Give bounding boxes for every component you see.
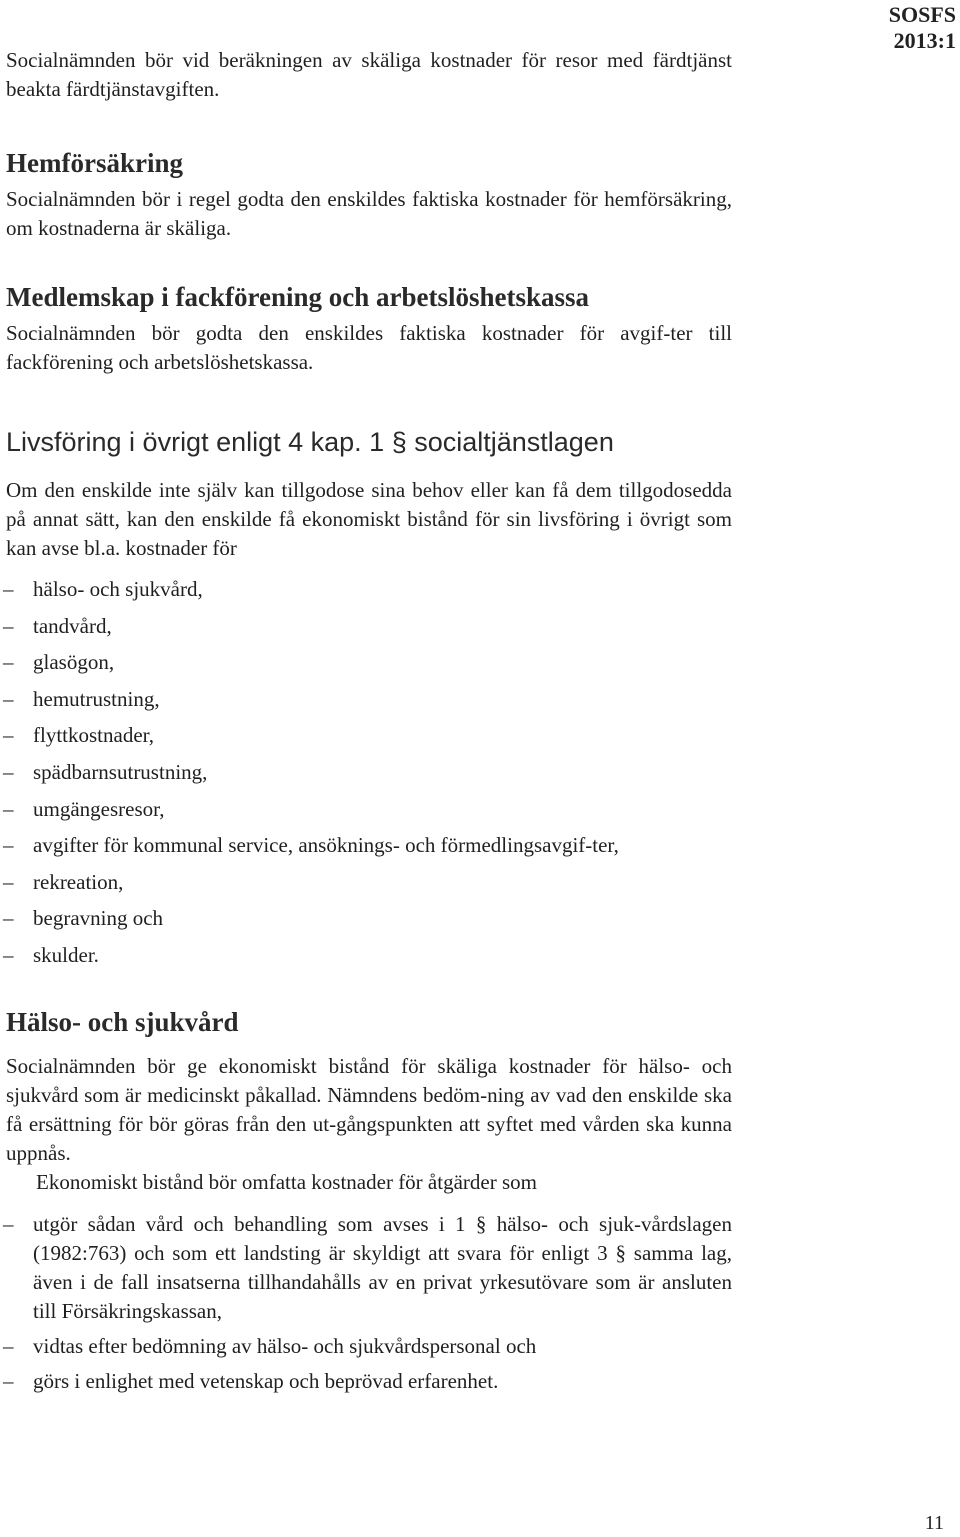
paragraph-halso-sjukvard: Socialnämnden bör ge ekonomiskt bistånd för skäliga kostnader för hälso- och sjukvård som är medicinskt påkallad. Nämndens bedöm-ning av vad den enskilde ska få ersättning för bör göras från den ut-gångspunkten att syftet med vården ska kunna uppnås. bbox=[6, 1053, 732, 1165]
list-item: – hälso- och sjukvård, bbox=[6, 575, 732, 604]
paragraph-atgarder: Ekonomiskt bistånd bör omfatta kostnader för åtgärder som bbox=[36, 1169, 537, 1194]
list-item: – skulder. bbox=[6, 941, 732, 970]
document-reference bbox=[889, 2, 956, 54]
paragraph-livsforing: Om den enskilde inte själv kan tillgodose sina behov eller kan få dem tillgodosedda på annat sätt, kan den enskilde få ekonomiskt bistånd för sin livsföring i övrigt som kan avse bl.a. kostnader för bbox=[6, 478, 732, 560]
heading-medlemskap: Medlemskap i fackförening och arbetslöshetskassa bbox=[6, 282, 590, 312]
list-item: – hemutrustning, bbox=[6, 685, 732, 714]
measures-list bbox=[6, 1210, 732, 1396]
reference-number: 2013:1 bbox=[893, 28, 956, 53]
list-item: – rekreation, bbox=[6, 868, 732, 897]
list-item: – flyttkostnader, bbox=[6, 721, 732, 750]
list-item: – avgifter för kommunal service, ansöknings- och förmedlingsavgif-ter, bbox=[6, 831, 732, 860]
list-item: – görs i enlighet med vetenskap och beprövad erfarenhet. bbox=[6, 1367, 732, 1396]
cost-list bbox=[6, 575, 732, 970]
paragraph-medlemskap: Socialnämnden bör godta den enskildes faktiska kostnader för avgif-ter till fackförening och arbetslöshetskassa. bbox=[6, 321, 732, 374]
intro-paragraph: Socialnämnden bör vid beräkningen av skäliga kostnader för resor med färdtjänst beakta färdtjänstavgiften. bbox=[6, 48, 732, 101]
list-item: – umgängesresor, bbox=[6, 795, 732, 824]
page-number: 11 bbox=[924, 1512, 944, 1534]
list-item: – tandvård, bbox=[6, 612, 732, 641]
heading-halso-sjukvard: Hälso- och sjukvård bbox=[6, 1006, 239, 1037]
heading-livsforing: Livsföring i övrigt enligt 4 kap. 1 § socialtjänstlagen bbox=[6, 427, 614, 457]
reference-series: SOSFS bbox=[888, 2, 956, 27]
heading-hemforsakring: Hemförsäkring bbox=[6, 148, 183, 178]
list-item: – glasögon, bbox=[6, 648, 732, 677]
list-item: – vidtas efter bedömning av hälso- och sjukvårdspersonal och bbox=[6, 1332, 732, 1361]
list-item: – utgör sådan vård och behandling som avses i 1 § hälso- och sjuk-vårdslagen (1982:763) och som ett landsting är skyldigt att svara för enligt 3 § samma lag, även i de fall insatserna tillhandahålls av en privat yrkesutövare som är ansluten till Försäkringskassan, bbox=[6, 1210, 732, 1326]
main-column bbox=[6, 46, 732, 1402]
paragraph-hemforsakring: Socialnämnden bör i regel godta den enskildes faktiska kostnader för hemförsäkring, om kostnaderna är skäliga. bbox=[6, 187, 732, 240]
list-item: – spädbarnsutrustning, bbox=[6, 758, 732, 787]
list-item: – begravning och bbox=[6, 904, 732, 933]
